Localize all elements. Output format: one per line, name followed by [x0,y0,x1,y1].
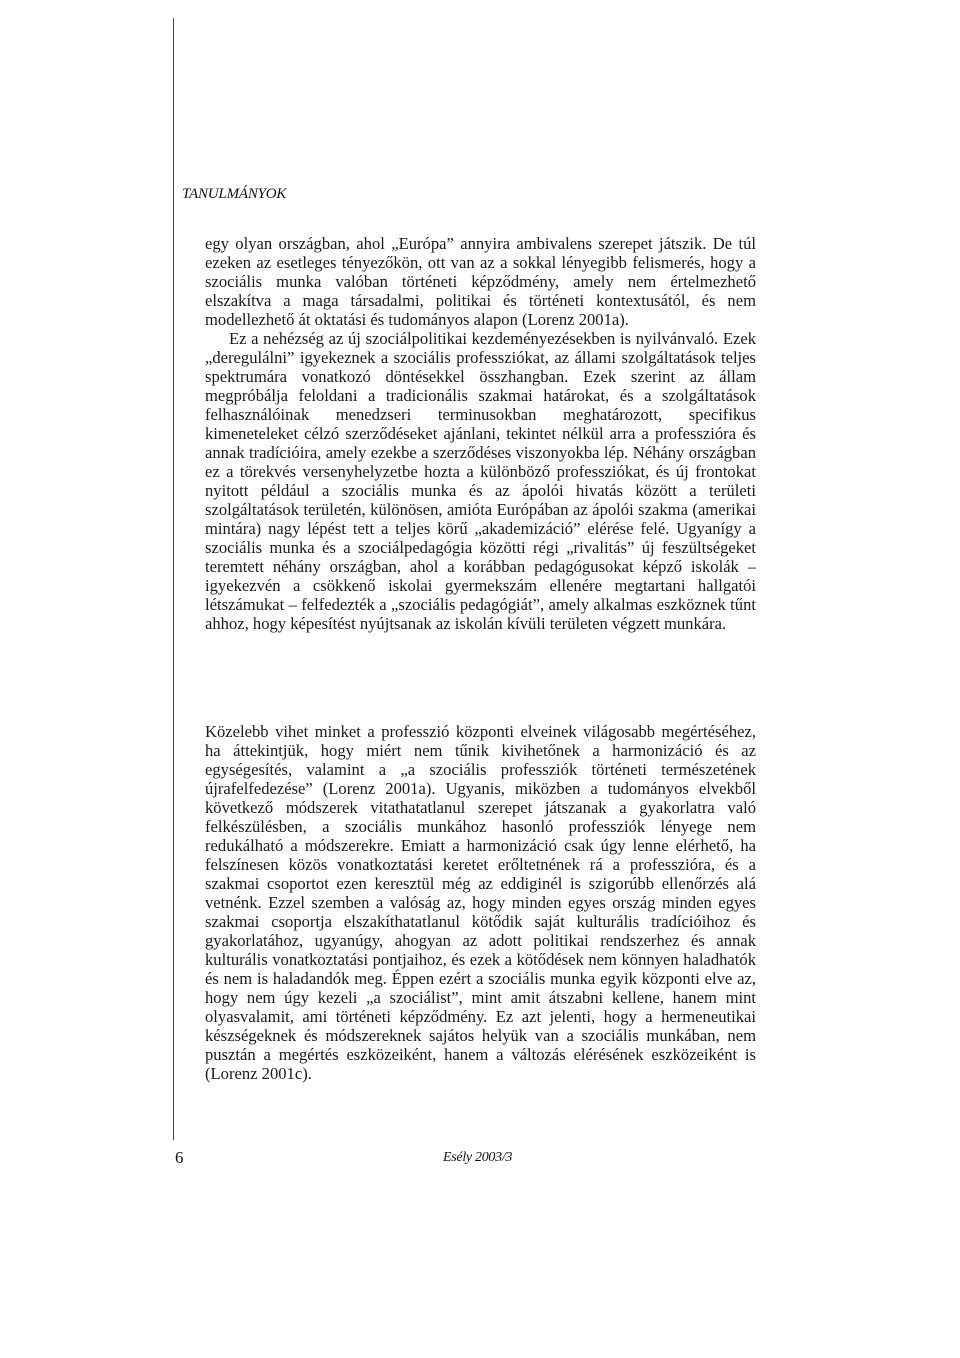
body-section-2 [205,722,756,1083]
body-paragraph: egy olyan országban, ahol „Európa” annyira ambivalens szerepet játszik. De túl ezeken az esetleges tényezőkön, ott van az a sokkal lényegibb felismerés, hogy a szociális munka valóban történeti képződmény, amely nem értelmezhető elszakítva a maga társadalmi, politikai és történeti kontextusától, és nem modellezhető át oktatási és tudományos alapon (Lorenz 2001a). [205,234,756,329]
body-paragraph: Közelebb vihet minket a professzió központi elveinek világosabb megértéséhez, ha áttekintjük, hogy miért nem tűnik kivihetőnek a harmonizáció és az egységesítés, valamint a „a szociális professziók történeti természetének újrafelfedezése” (Lorenz 2001a). Ugyanis, miközben a tudományos elvekből következő módszerek vitathatatlanul szerepet játszanak a gyakorlatra való felkészülésben, a szociális munkához hasonló professziók lényege nem redukálható a módszerekre. Emiatt a harmonizáció csak úgy lenne elérhető, ha felszínesen közös vonatkoztatási keretet erőltetnének rá a professzióra, és a szakmai csoportot ezen keresztül még az eddiginél is szigorúbb ellenőrzés alá vetnénk. Ezzel szemben a valóság az, hogy minden egyes ország minden egyes szakmai csoportja elszakíthatatlanul kötődik saját kulturális tradícióihoz és gyakorlatához, ugyanúgy, ahogyan az adott politikai rendszerhez és annak kulturális vonatkoztatási pontjaihoz, és ezek a kötődések nem könnyen haladhatók és nem is haladandók meg. Éppen ezért a szociális munka egyik központi elve az, hogy nem úgy kezeli „a szociálist”, mint amit átszabni kellene, hanem mint olyasvalamit, ami történeti képződmény. Ez azt jelenti, hogy a hermeneutikai készségeknek és módszereknek sajátos helyük van a szociális munkában, nem pusztán a megértés eszközeiként, hanem a változás elérésének eszközeiként is (Lorenz 2001c). [205,722,756,1083]
running-head: TANULMÁNYOK [182,186,287,202]
body-paragraph: Ez a nehézség az új szociálpolitikai kezdeményezésekben is nyilvánvaló. Ezek „deregulálni” igyekeznek a szociális professziókat, az állami szolgáltatások teljes spektrumára vonatkozó döntésekkel összhangban. Ezek szerint az állam megpróbálja feloldani a tradicionális szakmai határokat, és a szolgáltatások felhasználóinak menedzseri terminusokban meghatározott, specifikus kimeneteleket célzó szerződéseket ajánlani, tekintet nélkül arra a professzióra és annak tradícióira, amely ezekbe a szerződéses viszonyokba lép. Néhány országban ez a törekvés versenyhelyzetbe hozta a különböző professziókat, és új frontokat nyitott például a szociális munka és az ápolói hivatás között a területi szolgáltatások területén, különösen, amióta Európában az ápolói szakma (amerikai mintára) nagy lépést tett a teljes körű „akademizáció” elérése felé. Ugyanígy a szociális munka és a szociálpedagógia közötti régi „rivalitás” új feszültségeket teremtett néhány országban, ahol a korábban pedagógusokat képző iskolák – igyekezvén a csökkenő iskolai gyermekszám ellenére megtartani hallgatói létszámukat – felfedezték a „szociális pedagógiát”, amely alkalmas eszköznek tűnt ahhoz, hogy képesítést nyújtsanak az iskolán kívüli területen végzett munkára. [205,329,756,633]
footer-journal-title: Esély 2003/3 [443,1150,513,1165]
body-section-1 [205,234,756,633]
margin-rule [173,18,174,1140]
page-number: 6 [175,1148,184,1167]
